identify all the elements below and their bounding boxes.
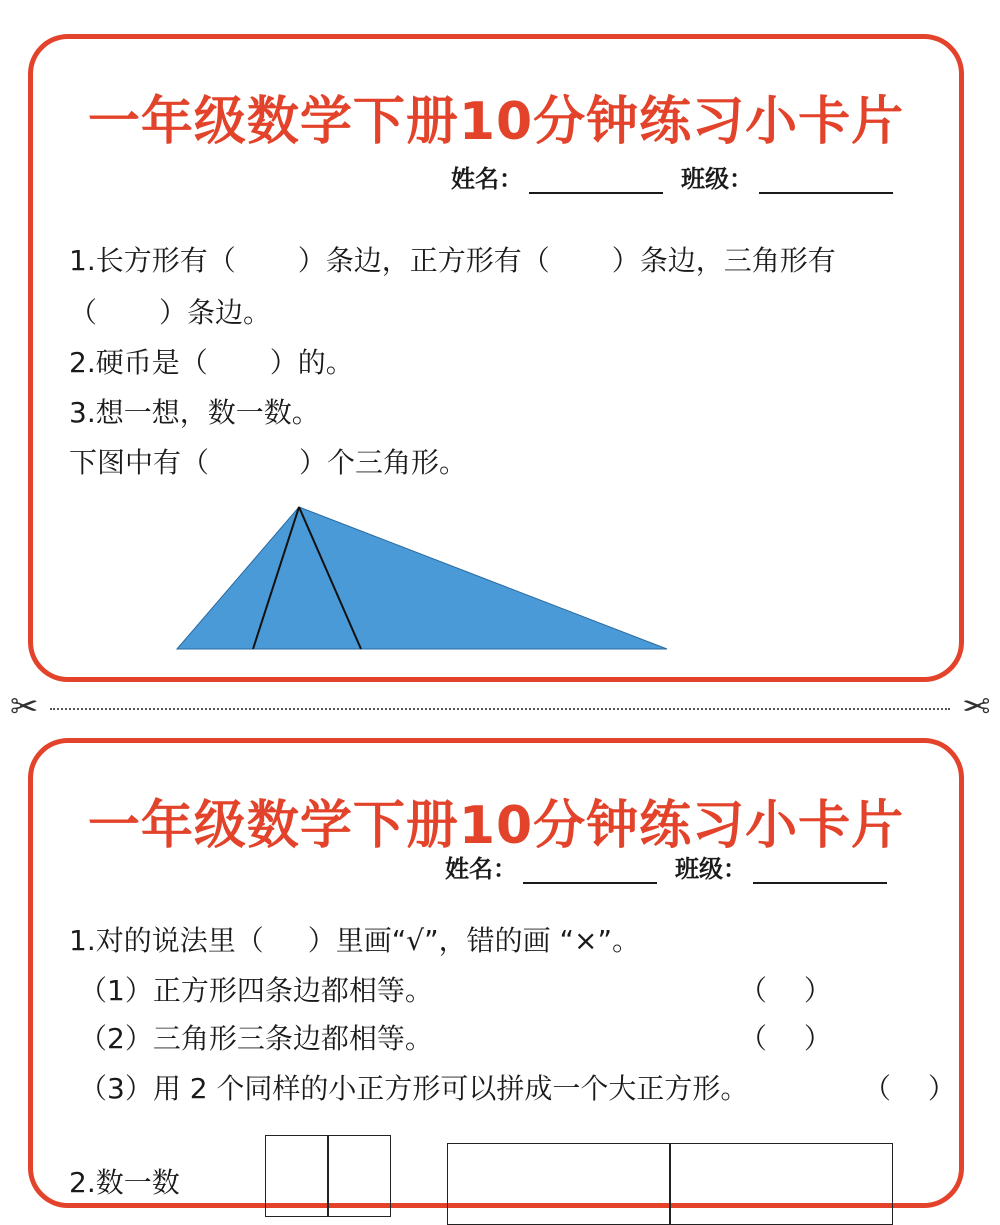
name-field[interactable] (529, 166, 663, 194)
name-class-row (445, 849, 905, 884)
class-field[interactable] (759, 166, 893, 194)
name-field[interactable] (523, 856, 657, 884)
class-field[interactable] (753, 856, 887, 884)
question-2 (69, 341, 354, 381)
answer-paren[interactable]: （ ） (739, 974, 832, 1007)
answer-paren[interactable]: （ ） (863, 1072, 956, 1105)
grid-cell (447, 1143, 671, 1225)
cut-line (50, 708, 950, 710)
question-3-sub (69, 441, 467, 481)
grid-cell (669, 1143, 893, 1225)
scissors-icon: ✂ (10, 687, 39, 727)
name-label: 姓名： (445, 855, 517, 883)
q2-text-a: 2.硬币是（ (69, 346, 208, 379)
statement-2: （2）三角形三条边都相等。 (79, 1022, 433, 1055)
q3-text-b: ）个三角形。 (299, 446, 468, 479)
question-1-line-2 (69, 291, 271, 331)
question-1-line-1 (69, 239, 836, 279)
question-1 (69, 919, 640, 959)
card-title: 一年级数学下册10分钟练习小卡片 (87, 796, 905, 856)
question-3: 3.想一想，数一数。 (69, 396, 320, 429)
scissors-icon: ✂ (961, 687, 990, 727)
name-label: 姓名： (451, 165, 523, 193)
practice-card-2 (28, 738, 964, 1208)
class-label: 班级： (675, 855, 747, 883)
q1-text-b: ）条边，正方形有（ (297, 244, 550, 277)
question-2: 2.数一数 (69, 1166, 180, 1199)
q2-text-b: ）的。 (269, 346, 354, 379)
answer-paren[interactable]: （ ） (739, 1022, 832, 1055)
triangle-figure (173, 503, 693, 653)
name-class-row (451, 159, 911, 194)
class-label: 班级： (681, 165, 753, 193)
statement-1: （1）正方形四条边都相等。 (79, 974, 433, 1007)
q1-text-c: ）条边，三角形有 (611, 244, 836, 277)
q1-text-a: 1.对的说法里（ (69, 924, 264, 957)
practice-card-1 (28, 34, 964, 682)
large-triangle (177, 507, 667, 649)
q3-text-a: 下图中有（ (69, 446, 210, 479)
card-title: 一年级数学下册10分钟练习小卡片 (87, 92, 905, 152)
q1-text-b: ）里画“√”，错的画 “×”。 (307, 924, 640, 957)
q1-text-d: （ (69, 296, 98, 329)
q1-text-e: ）条边。 (159, 296, 272, 329)
q1-text-a: 1.长方形有（ (69, 244, 236, 277)
statement-3: （3）用 2 个同样的小正方形可以拼成一个大正方形。 (79, 1072, 749, 1105)
grid-cell (265, 1135, 329, 1217)
grid-cell (327, 1135, 391, 1217)
